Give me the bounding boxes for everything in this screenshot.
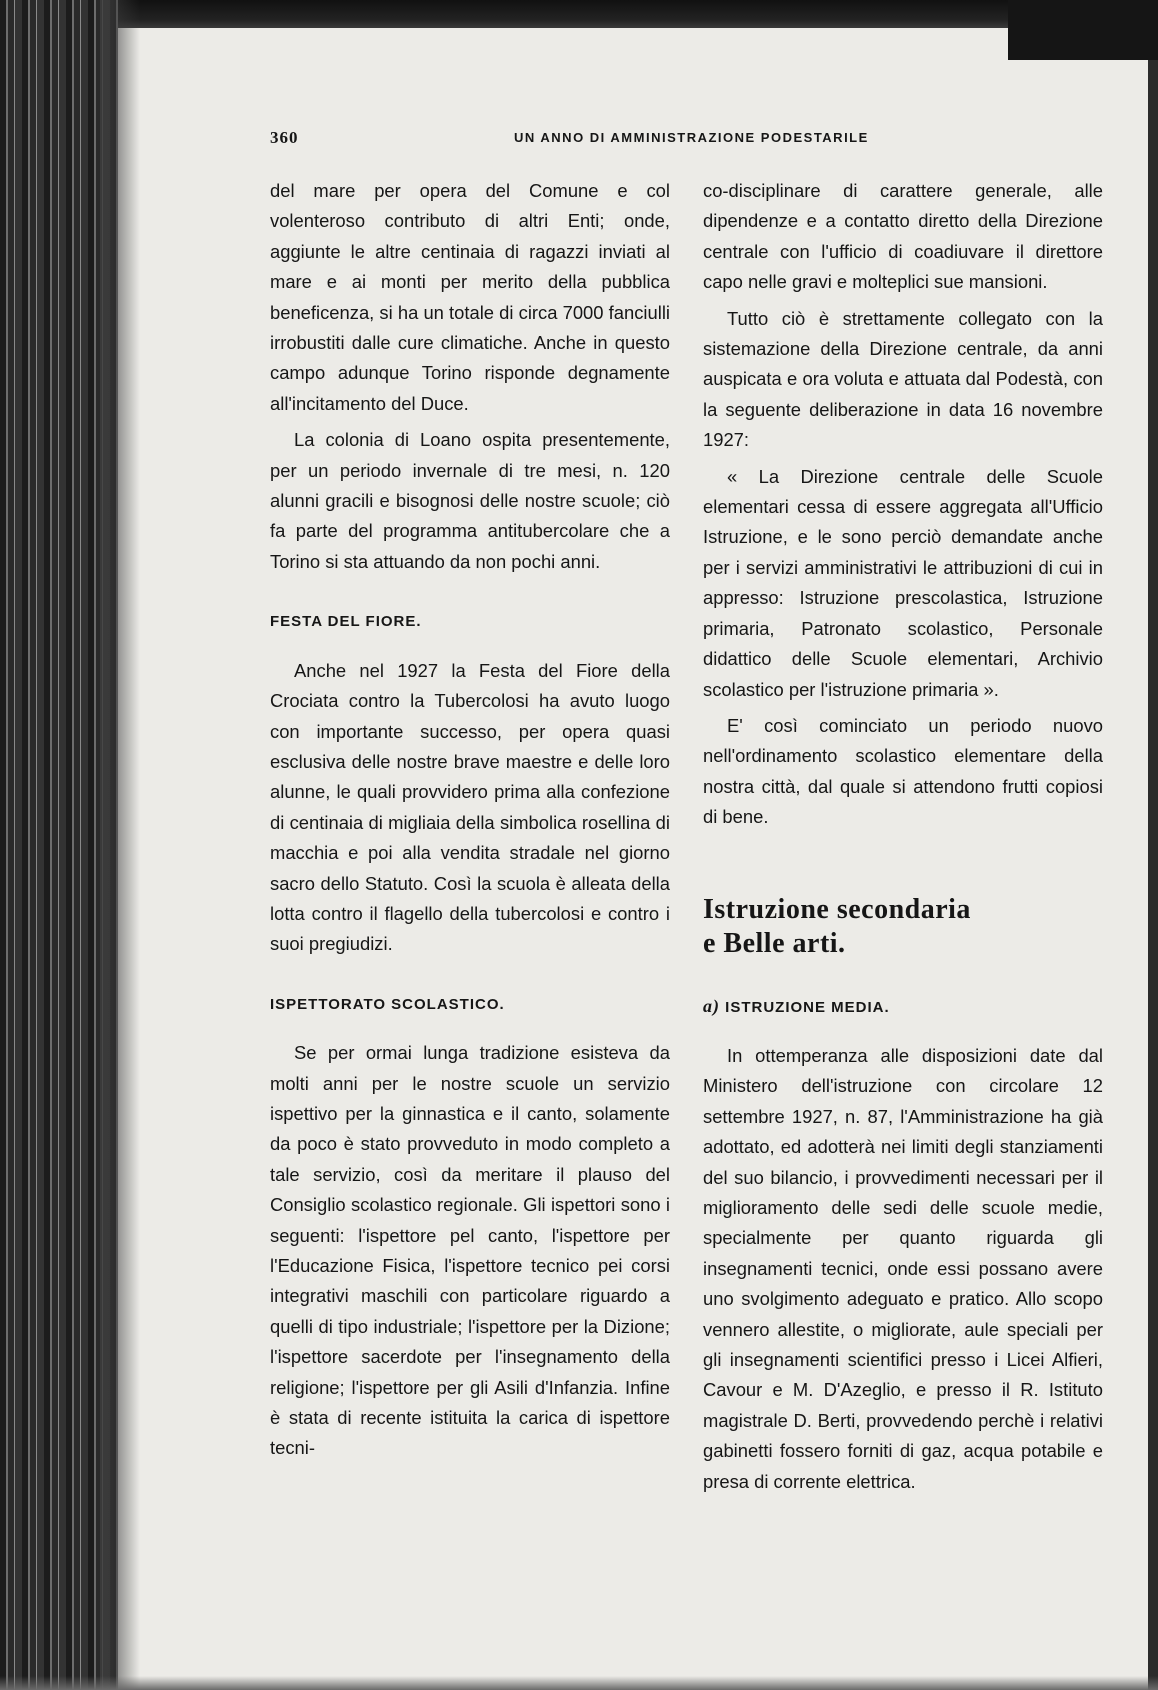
book-page bbox=[270, 118, 1120, 1678]
chapter-heading-line: e Belle arti. bbox=[703, 927, 846, 959]
paragraph: E' così cominciato un periodo nuovo nell'ordinamento scolastico elementare della nostra città, dal quale si attendono frutti copiosi di bene. bbox=[703, 714, 1103, 828]
scan-top-right-edge bbox=[1008, 0, 1158, 60]
scan-top-edge bbox=[0, 0, 1158, 28]
paragraph: In ottemperanza alle disposizioni date dal Ministero dell'istruzione con circolare 12 settembre 1927, n. 87, l'Amministrazione ha già adottato, ed adotterà nei limiti degli stanziamenti del suo bilancio, i provvedimenti necessari per il miglioramento delle sedi delle scuole medie, specialmente per quanto riguarda gli insegnamenti tecnici, onde essi possano avere uno svolgimento adeguato e pratico. Allo scopo vennero allestite, o migliorate, aule speciali per gli insegnamenti scientifici presso i Licei Alfieri, Cavour e M. D'Azeglio, e presso il R. Istituto magistrale D. Berti, provvedendo perchè i relativi gabinetti fossero forniti di gaz, acqua potabile e presa di corrente elettrica. bbox=[703, 1044, 1103, 1492]
paragraph: « La Direzione centrale delle Scuole elementari cessa di essere aggregata all'Ufficio Istruzione, e le sono perciò demandate anche per i servizi amministrativi le attribuzioni di cui in appresso: Istruzione prescolastica, Istruzione primaria, Patronato scolastico, Personale didattico delle Scuole elementari, Archivio scolastico per l'istruzione primaria ». bbox=[703, 465, 1103, 700]
right-column bbox=[703, 176, 1103, 1497]
chapter-heading-line: Istruzione secondaria bbox=[703, 893, 971, 925]
paragraph: co-disciplinare di carattere generale, alle dipendenze e a contatto diretto della Direzione centrale con l'ufficio di coadiuvare il direttore capo nelle gravi e molteplici sue mansioni. bbox=[703, 180, 1103, 293]
paragraph: del mare per opera del Comune e col volenteroso contributo di altri Enti; onde, aggiunte le altre centinaia di ragazzi inviati al mare e ai monti per merito della pubblica beneficenza, si ha un totale di circa 7000 fanciulli irrobustiti dalle cure climatiche. Anche in questo campo adunque Torino risponde degnamente all'incitamento del Duce. bbox=[270, 180, 670, 414]
subsection-heading bbox=[703, 991, 1103, 1023]
running-title: UN ANNO DI AMMINISTRAZIONE PODESTARILE bbox=[514, 130, 869, 145]
paragraph: Anche nel 1927 la Festa del Fiore della Crociata contro la Tubercolosi ha avuto luogo con importante successo, per opera quasi esclusiva delle nostre brave maestre e delle loro alunne, le quali provvidero prima alla confezione di centinaia di migliaia della simbolica rosellina di macchia e poi alla vendita stradale nel giorno sacro dello Statuto. Così la scuola è alleata della lotta contro il flagello della tubercolosi e contro i suoi pregiudizi. bbox=[270, 659, 670, 955]
paragraph: Tutto ciò è strettamente collegato con la sistemazione della Direzione centrale, da anni auspicata e ora voluta e attuata dal Podestà, con la seguente deliberazione in data 16 novembre 1927: bbox=[703, 307, 1103, 451]
section-heading-ispettorato: ISPETTORATO SCOLASTICO. bbox=[270, 995, 505, 1013]
chapter-heading bbox=[703, 893, 1103, 961]
scan-right-edge bbox=[1148, 60, 1158, 1690]
running-head bbox=[270, 118, 1120, 158]
paragraph: Se per ormai lunga tradizione esisteva da molti anni per le nostre scuole un servizio ispettivo per la ginnastica e il canto, solamente da poco è stato provveduto in modo completo a tale servizio, così da meritare il plauso del Consiglio scolastico regionale. Gli ispettori sono i seguenti: l'ispettore pel canto, l'ispettore per l'Educazione Fisica, l'ispettore tecnico pei corsi integrativi maschili con particolare riguardo a quelli di tipo industriale; l'ispettore per la Dizione; l'ispettore sacerdote per l'insegnamento della religione; l'ispettore per gli Asili d'Infanzia. Infine è stata di recente istituita la carica di ispettore tecni- bbox=[270, 1042, 670, 1459]
page-number: 360 bbox=[270, 128, 299, 147]
scan-bottom-edge bbox=[0, 1676, 1158, 1690]
section-heading-festa: FESTA DEL FIORE. bbox=[270, 613, 422, 631]
subsection-title: ISTRUZIONE MEDIA. bbox=[725, 998, 890, 1016]
subsection-letter: a) bbox=[703, 995, 720, 1016]
paragraph: La colonia di Loano ospita presentemente, per un periodo invernale di tre mesi, n. 120 alunni gracili e bisognosi delle nostre scuole; ciò fa parte del programma antitubercolare che a Torino si sta attuando da non pochi anni. bbox=[270, 429, 670, 572]
left-column bbox=[270, 176, 670, 1464]
scan-binding-shadow bbox=[100, 0, 140, 1690]
